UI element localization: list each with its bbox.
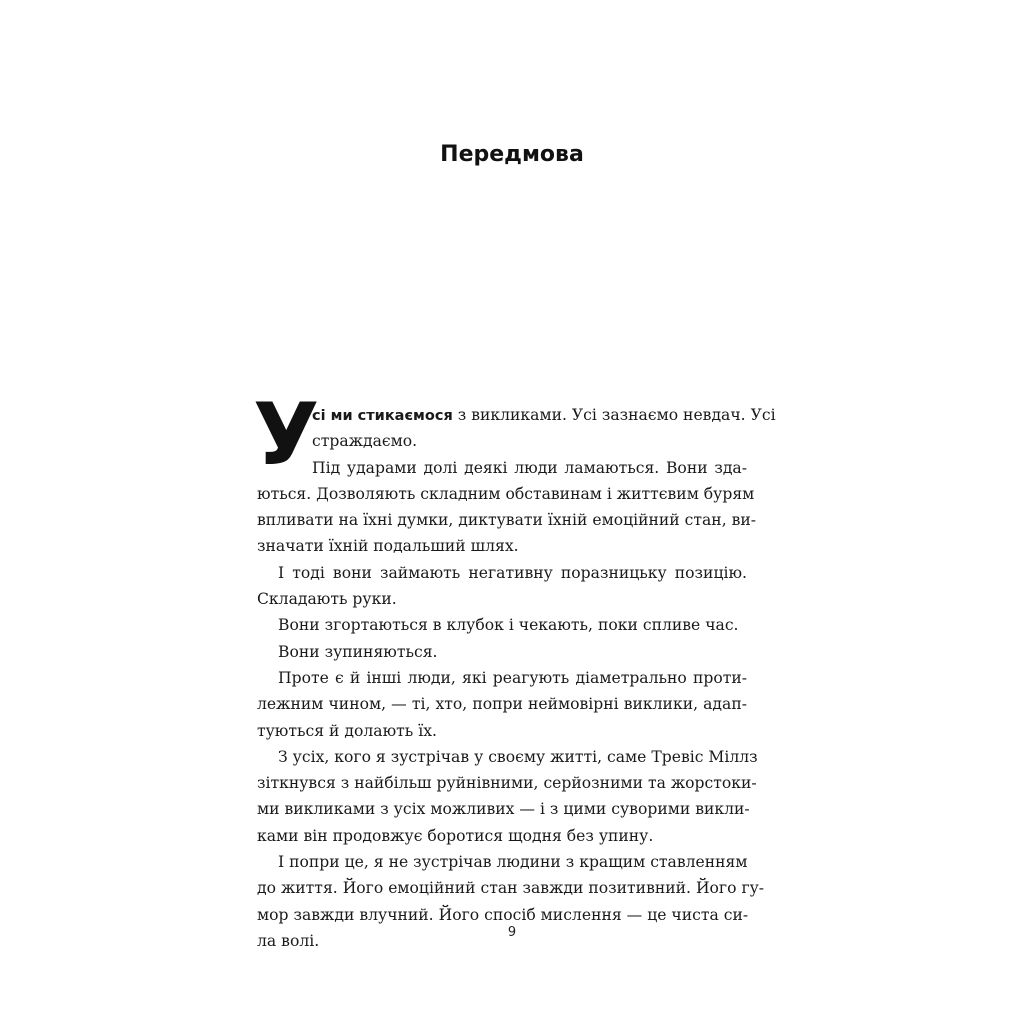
text-line: впливати на їхні думки, диктувати їхній емоційний стан, ви- bbox=[257, 511, 757, 530]
lead-in: сі ми стикаємося bbox=[312, 408, 453, 424]
text-line: ла волі. bbox=[257, 931, 320, 950]
text-line: Проте є й інші люди, які реагують діаметрально проти- bbox=[278, 668, 747, 687]
text-line: лежним чином, — ті, хто, попри неймовірні виклики, адап- bbox=[257, 695, 747, 714]
chapter-title: Передмова bbox=[440, 142, 584, 167]
text-line: страждаємо. bbox=[312, 432, 418, 451]
text-line: Вони зупиняються. bbox=[278, 642, 438, 661]
text-line: І попри це, я не зустрічав людини з кращим ставленням bbox=[278, 853, 748, 872]
text-line: Під ударами долі деякі люди ламаються. Вони зда- bbox=[312, 458, 747, 477]
text-line: Складають руки. bbox=[257, 590, 397, 609]
text-line: туються й долають їх. bbox=[257, 721, 437, 740]
text-line: значати їхній подальший шлях. bbox=[257, 537, 519, 556]
text-line: зіткнувся з найбільш руйнівними, серйозними та жорстоки- bbox=[257, 774, 757, 793]
text-line: мор завжди влучний. Його спосіб мислення — це чиста си- bbox=[257, 905, 749, 924]
drop-cap: У bbox=[253, 385, 320, 485]
text-line: І тоді вони займають негативну поразницьку позицію. bbox=[278, 563, 747, 582]
text-line: ються. Дозволяють складним обставинам і життєвим бурям bbox=[257, 484, 755, 503]
text-line: ми викликами з усіх можливих — і з цими суворими викли- bbox=[257, 800, 750, 819]
text-line: ками він продовжує боротися щодня без упину. bbox=[257, 826, 654, 845]
body-text bbox=[253, 385, 776, 954]
line-text: з викликами. Усі зазнаємо невдач. Усі bbox=[452, 406, 776, 424]
text-line: до життя. Його емоційний стан завжди позитивний. Його гу- bbox=[257, 879, 765, 898]
page-number: 9 bbox=[507, 925, 517, 940]
text-line: З усіх, кого я зустрічав у своєму житті, саме Тревіс Міллз bbox=[278, 747, 758, 766]
text-line: Вони згортаються в клубок і чекають, поки спливе час. bbox=[278, 616, 739, 635]
text-line bbox=[257, 402, 776, 428]
